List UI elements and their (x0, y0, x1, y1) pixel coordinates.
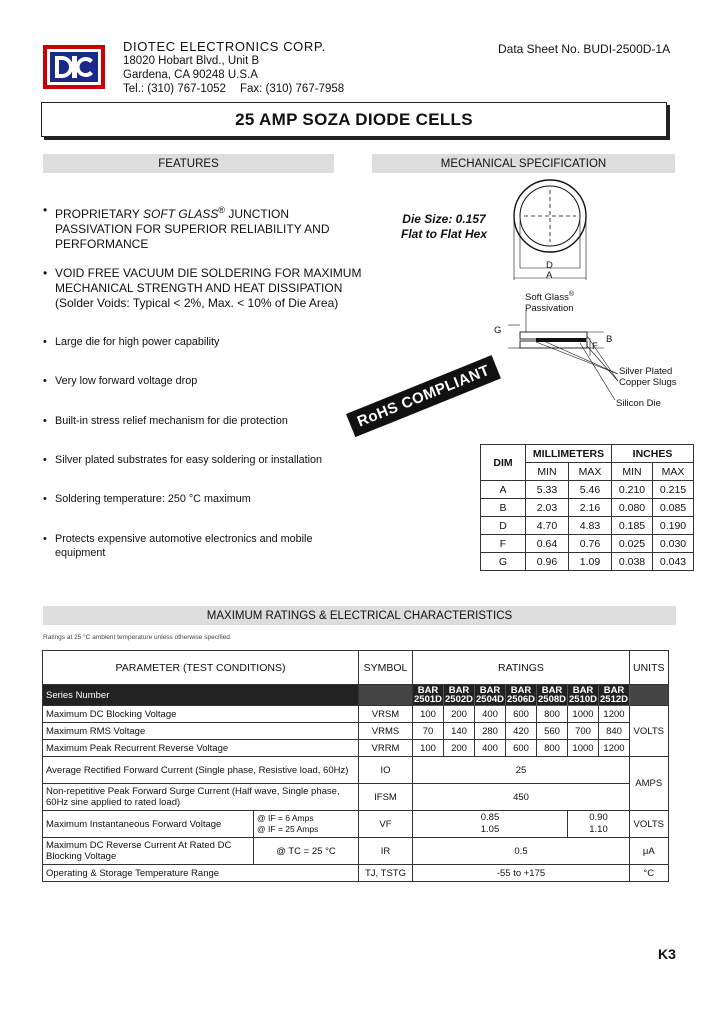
table-row (43, 723, 669, 740)
parameter-header: PARAMETER (TEST CONDITIONS) (43, 651, 359, 685)
features-heading: FEATURES (43, 154, 334, 173)
symbol-cell: VRMS (359, 723, 413, 740)
cell: F (481, 535, 526, 553)
feature-emphasis: SOFT GLASS (143, 207, 219, 221)
dim-header: DIM (481, 445, 526, 481)
value-cell: 800 (537, 706, 568, 723)
cell: B (481, 499, 526, 517)
cell: 0.030 (653, 535, 694, 553)
cell: 0.085 (653, 499, 694, 517)
bullet-icon: • (43, 375, 47, 387)
value-text: 0.85 (480, 812, 500, 823)
series-number: BAR 2512D (600, 685, 628, 705)
value-cell: 1000 (568, 706, 599, 723)
feature-text: Built-in stress relief mechanism for die protection (55, 415, 288, 427)
feature-text: JUNCTION PASSIVATION FOR SUPERIOR RELIABILITY AND PERFORMANCE (55, 207, 330, 251)
bullet-icon: • (43, 415, 47, 427)
feature-text: Protects expensive automotive electronics and mobile equipment (55, 533, 313, 559)
ratings-heading: MAXIMUM RATINGS & ELECTRICAL CHARACTERISTICS (43, 606, 676, 625)
cell: 0.64 (526, 535, 569, 553)
series-number: BAR 2504D (476, 685, 504, 705)
cell: G (481, 553, 526, 571)
cell: 2.16 (569, 499, 612, 517)
series-number: BAR 2508D (538, 685, 566, 705)
table-row (481, 535, 694, 553)
unit-cell: μA (630, 838, 669, 865)
bullet-icon: • (43, 203, 48, 217)
bullet-icon: • (43, 533, 47, 545)
symbol-cell: VRRM (359, 740, 413, 757)
value-cell: 560 (537, 723, 568, 740)
bullet-icon: • (43, 454, 47, 466)
registered-mark: ® (218, 205, 226, 215)
ratings-note: Ratings at 25 °C ambient temperature unless otherwise specified. (43, 634, 232, 641)
bullet-icon: • (43, 336, 47, 348)
value-cell: 420 (506, 723, 537, 740)
datasheet-number: Data Sheet No. BUDI-2500D-1A (498, 42, 671, 56)
value-cell: 400 (475, 706, 506, 723)
unit-cell: VOLTS (630, 811, 669, 838)
symbol-cell: VRSM (359, 706, 413, 723)
cell: 0.025 (612, 535, 653, 553)
value-cell: 140 (444, 723, 475, 740)
rohs-compliant-stamp: RoHS COMPLIANT (346, 355, 501, 437)
param-cell: Average Rectified Forward Current (Single phase, Resistive load, 60Hz) (43, 757, 359, 784)
soft-glass-text: Soft Glass (525, 292, 569, 304)
mechanical-heading: MECHANICAL SPECIFICATION (372, 154, 675, 173)
address-line-1: 18020 Hobart Blvd., Unit B (123, 55, 260, 67)
fax: Fax: (310) 767-7958 (239, 83, 345, 95)
feature-vacuum-soldering (43, 266, 363, 311)
symbol-header: SYMBOL (359, 651, 413, 685)
die-size-note: Die Size: 0.157 Flat to Flat Hex (400, 212, 487, 241)
dim-d-label: D (546, 260, 553, 271)
value-text: 0.90 (589, 812, 608, 823)
cell: A (481, 481, 526, 499)
param-cell: Maximum DC Blocking Voltage (43, 706, 359, 723)
cell: 1.09 (569, 553, 612, 571)
series-label: Series Number (43, 685, 359, 706)
soft-glass-label (525, 291, 574, 303)
feature-large-die (43, 335, 363, 349)
copper-slugs-label: Copper Slugs (619, 377, 677, 388)
value-cell: 450 (413, 784, 630, 811)
symbol-cell: IR (359, 838, 413, 865)
dim-b-label: B (606, 334, 613, 345)
param-cell: Maximum DC Reverse Current At Rated DC Blocking Voltage (43, 838, 254, 865)
ratings-header: RATINGS (413, 651, 630, 685)
symbol-cell: TJ, TSTG (359, 865, 413, 882)
copper-slug-top (520, 332, 587, 339)
value-cell: 200 (444, 740, 475, 757)
feature-soldering-temp (43, 492, 363, 506)
inches-header: INCHES (612, 445, 694, 463)
in-max-header: MAX (653, 463, 694, 481)
telephone: Tel.: (310) 767-1052 (123, 83, 226, 95)
value-cell: 840 (599, 723, 630, 740)
table-row (481, 499, 694, 517)
dim-a-label: A (546, 270, 553, 281)
param-cell: Maximum Instantaneous Forward Voltage (43, 811, 254, 838)
table-row (481, 517, 694, 535)
series-blank (630, 685, 669, 706)
company-name: DIOTEC ELECTRONICS CORP. (123, 39, 326, 54)
silicon-die-label: Silicon Die (616, 398, 661, 409)
value-cell: 25 (413, 757, 630, 784)
value-cell: 100 (413, 706, 444, 723)
value-cell: 1200 (599, 740, 630, 757)
value-cell: 400 (475, 740, 506, 757)
value-cell: 280 (475, 723, 506, 740)
series-blank (359, 685, 413, 706)
value-cell (413, 811, 568, 838)
cell: 5.33 (526, 481, 569, 499)
table-row (43, 811, 669, 838)
param-cell: Non-repetitive Peak Forward Surge Current (Half wave, Single phase, 60Hz sine applied to rated load) (43, 784, 359, 811)
value-text: 1.05 (480, 824, 500, 835)
bullet-icon: • (43, 493, 47, 505)
registered-mark: ® (568, 291, 574, 298)
param-cell: Operating & Storage Temperature Range (43, 865, 359, 882)
value-cell: 700 (568, 723, 599, 740)
cell: 4.83 (569, 517, 612, 535)
condition-cell: @ TC = 25 °C (254, 838, 359, 865)
feature-text: PROPRIETARY (55, 207, 144, 221)
value-cell: 100 (413, 740, 444, 757)
cell: 5.46 (569, 481, 612, 499)
table-row (43, 838, 669, 865)
silicon-die (536, 338, 586, 342)
phone-line (123, 82, 344, 96)
dim-g-label: G (494, 325, 502, 336)
in-min-header: MIN (612, 463, 653, 481)
value-cell: 600 (506, 706, 537, 723)
company-logo (43, 45, 105, 89)
mm-max-header: MAX (569, 463, 612, 481)
page-number: K3 (658, 946, 676, 962)
unit-cell: VOLTS (630, 706, 669, 757)
symbol-cell: IFSM (359, 784, 413, 811)
cell: 0.043 (653, 553, 694, 571)
cell: 0.215 (653, 481, 694, 499)
table-row (43, 740, 669, 757)
mm-header: MILLIMETERS (526, 445, 612, 463)
feature-low-vf (43, 374, 363, 388)
company-info (123, 40, 344, 96)
unit-cell: °C (630, 865, 669, 882)
passivation-label: Passivation (525, 303, 574, 314)
value-cell: 0.5 (413, 838, 630, 865)
cell: 4.70 (526, 517, 569, 535)
symbol-cell: IO (359, 757, 413, 784)
unit-cell: AMPS (630, 757, 669, 811)
value-cell: 1000 (568, 740, 599, 757)
param-cell: Maximum RMS Voltage (43, 723, 359, 740)
value-cell: -55 to +175 (413, 865, 630, 882)
cell: 2.03 (526, 499, 569, 517)
cell: 0.038 (612, 553, 653, 571)
cell: 0.185 (612, 517, 653, 535)
series-number: BAR 2501D (414, 685, 442, 705)
feature-stress-relief (43, 414, 363, 428)
table-row (43, 757, 669, 784)
dim-f-label: F (592, 341, 598, 352)
feature-text: Soldering temperature: 250 °C maximum (55, 493, 251, 505)
ratings-table (42, 650, 669, 882)
cell: 0.96 (526, 553, 569, 571)
die-inner-circle (520, 186, 580, 246)
table-row (43, 784, 669, 811)
series-number: BAR 2510D (569, 685, 597, 705)
table-row (481, 481, 694, 499)
feature-text: VOID FREE VACUUM DIE SOLDERING FOR MAXIMUM MECHANICAL STRENGTH AND HEAT DISSIPATION (Solder Voids: Typical < 2%, Max. < 10% of Die Area) (55, 266, 362, 310)
feature-text: Silver plated substrates for easy soldering or installation (55, 454, 323, 466)
table-row (43, 706, 669, 723)
copper-slug-bottom (520, 341, 587, 348)
cell: 0.190 (653, 517, 694, 535)
mm-min-header: MIN (526, 463, 569, 481)
feature-protects (43, 532, 363, 560)
value-text: 1.10 (589, 824, 608, 835)
value-cell: 70 (413, 723, 444, 740)
cell: 0.210 (612, 481, 653, 499)
value-cell: 600 (506, 740, 537, 757)
page-title: 25 AMP SOZA DIODE CELLS (41, 102, 667, 137)
cell: 0.080 (612, 499, 653, 517)
units-header: UNITS (630, 651, 669, 685)
param-cell: Maximum Peak Recurrent Reverse Voltage (43, 740, 359, 757)
address-line-2: Gardena, CA 90248 U.S.A (123, 69, 258, 81)
feature-text: Large die for high power capability (55, 336, 220, 348)
feature-soft-glass (43, 203, 363, 252)
value-cell (568, 811, 630, 838)
value-cell: 200 (444, 706, 475, 723)
cell: D (481, 517, 526, 535)
condition-cell (254, 811, 359, 838)
value-cell: 800 (537, 740, 568, 757)
table-row (43, 865, 669, 882)
cell: 0.76 (569, 535, 612, 553)
condition-text: @ IF = 6 Amps (257, 813, 314, 823)
condition-text: @ IF = 25 Amps (257, 824, 319, 834)
symbol-cell: VF (359, 811, 413, 838)
series-number: BAR 2502D (445, 685, 473, 705)
dimensions-table (480, 444, 694, 571)
feature-silver-plated (43, 453, 363, 467)
table-row (481, 553, 694, 571)
series-number: BAR 2506D (507, 685, 535, 705)
value-cell: 1200 (599, 706, 630, 723)
feature-text: Very low forward voltage drop (55, 375, 198, 387)
bullet-icon: • (43, 266, 48, 280)
silver-plated-label: Silver Plated (619, 366, 673, 377)
